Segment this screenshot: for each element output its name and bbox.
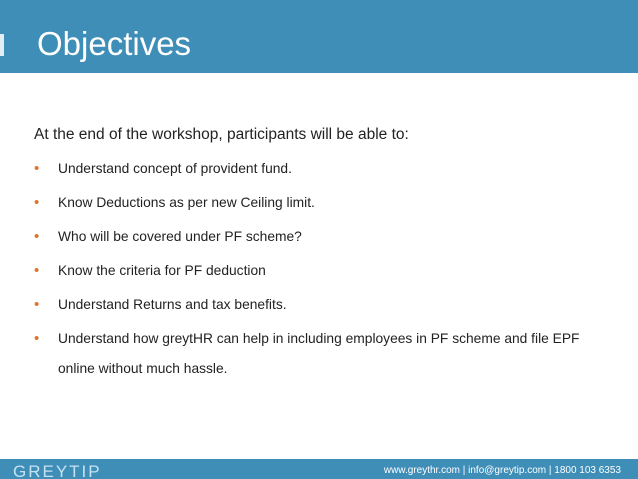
objective-item <box>34 290 619 320</box>
objective-text: Know Deductions as per new Ceiling limit. <box>58 195 315 210</box>
bullet-icon: • <box>34 330 40 347</box>
footer-bar <box>0 459 638 479</box>
objective-text: Understand concept of provident fund. <box>58 161 292 176</box>
objective-text: Understand Returns and tax benefits. <box>58 297 287 312</box>
objectives-list <box>34 154 619 384</box>
objective-item <box>34 154 619 184</box>
bullet-icon: • <box>34 194 40 211</box>
bullet-icon: • <box>34 228 40 245</box>
objective-text: Understand how greytHR can help in including employees in PF scheme and file EPF online without much hassle. <box>58 331 580 376</box>
objective-item <box>34 222 619 252</box>
objective-item <box>34 324 619 384</box>
objective-item <box>34 188 619 218</box>
greytip-logo: GREYTIP <box>13 462 102 479</box>
bullet-icon: • <box>34 296 40 313</box>
bullet-icon: • <box>34 262 40 279</box>
header-accent-mark <box>0 34 4 56</box>
title-bar <box>0 0 638 73</box>
objective-text: Know the criteria for PF deduction <box>58 263 266 278</box>
slide-title: Objectives <box>37 25 192 62</box>
objective-text: Who will be covered under PF scheme? <box>58 229 302 244</box>
contact-info: www.greythr.com | info@greytip.com | 1800 103 6353 <box>383 465 621 476</box>
slide-body <box>34 124 619 388</box>
bullet-icon: • <box>34 160 40 177</box>
intro-text: At the end of the workshop, participants will be able to: <box>34 126 409 143</box>
objective-item <box>34 256 619 286</box>
